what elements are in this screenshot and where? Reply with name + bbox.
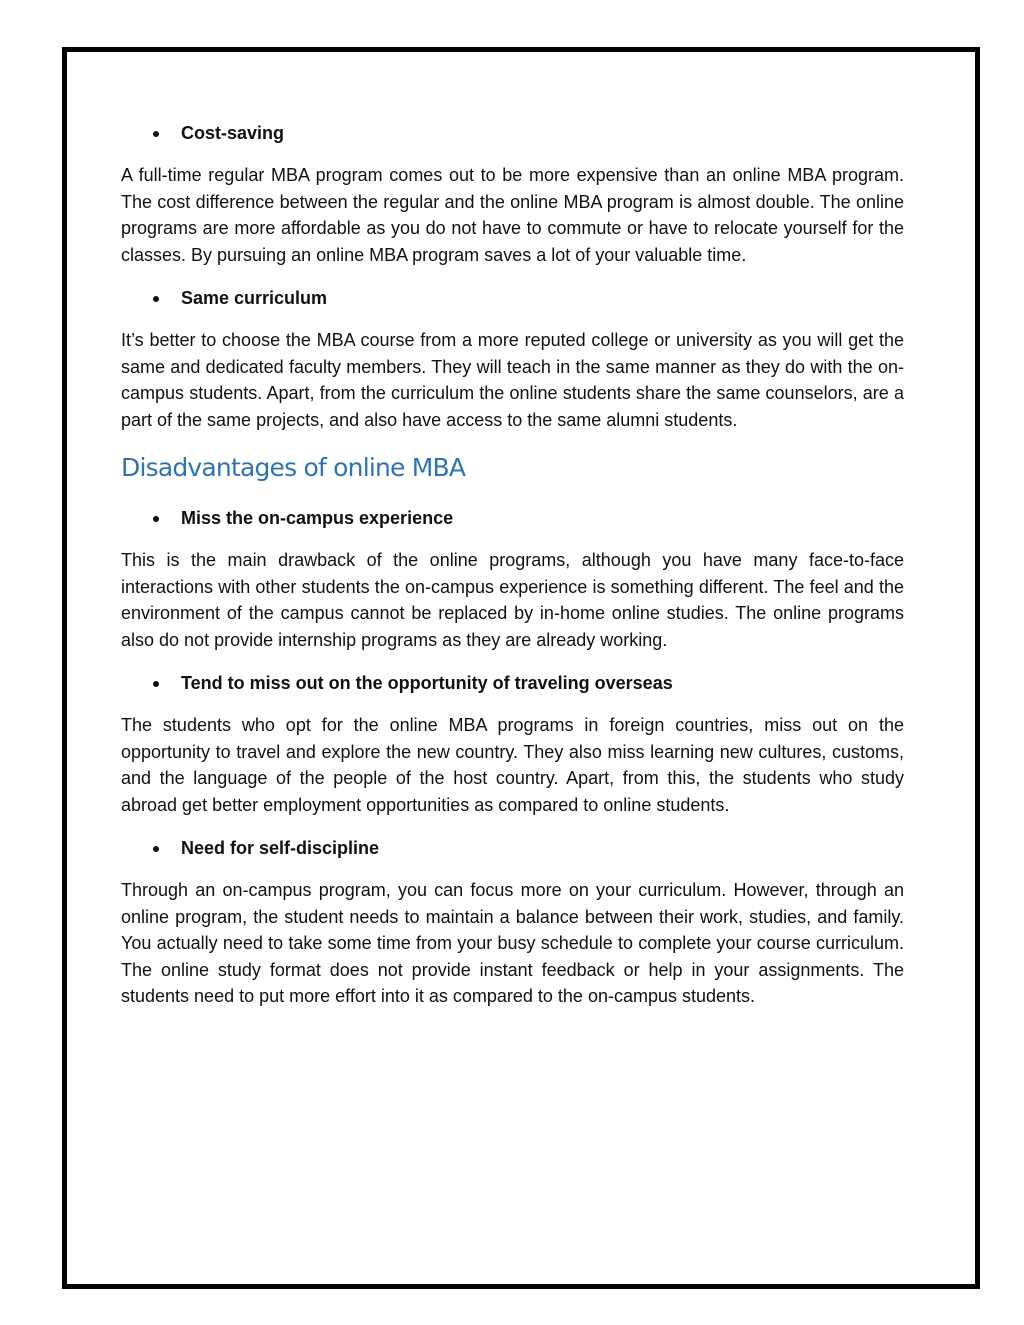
paragraph-miss-on-campus: This is the main drawback of the online programs, although you have many face-to-face interactions with other students the on-campus experience is something different. The feel and the environment of the campus cannot be replaced by in-home online studies. The online programs also do not provide internship programs as they are already working. bbox=[121, 550, 904, 650]
bullet-dot-icon bbox=[153, 131, 159, 137]
bullet-same-curriculum bbox=[121, 285, 904, 311]
bullet-miss-on-campus bbox=[121, 505, 904, 531]
bullet-dot-icon bbox=[153, 516, 159, 522]
bullet-traveling-overseas bbox=[121, 670, 904, 696]
bullet-dot-icon bbox=[153, 681, 159, 687]
document-content bbox=[121, 120, 904, 1027]
bullet-heading: Need for self-discipline bbox=[181, 838, 380, 858]
paragraph-traveling-overseas: The students who opt for the online MBA programs in foreign countries, miss out on the opportunity to travel and explore the new country. They also miss learning new cultures, customs, and the language of the people of the host country. Apart, from this, the students who study abroad get better employment opportunities as compared to online students. bbox=[121, 715, 904, 815]
paragraph-self-discipline: Through an on-campus program, you can focus more on your curriculum. However, through an online program, the student needs to maintain a balance between their work, studies, and family. You actually need to take some time from your busy schedule to complete your course curriculum. The online study format does not provide instant feedback or help in your assignments. The students need to put more effort into it as compared to the on-campus students. bbox=[121, 880, 904, 1006]
bullet-heading: Miss the on-campus experience bbox=[181, 508, 454, 528]
paragraph-cost-saving: A full-time regular MBA program comes out to be more expensive than an online MBA program. The cost difference between the regular and the online MBA program is almost double. The online programs are more affordable as you do not have to commute or have to relocate yourself for the classes. By pursuing an online MBA program saves a lot of your valuable time. bbox=[121, 165, 904, 265]
bullet-heading: Cost-saving bbox=[181, 123, 285, 143]
bullet-cost-saving bbox=[121, 120, 904, 146]
section-heading: Disadvantages of online MBA bbox=[121, 453, 466, 482]
bullet-heading: Tend to miss out on the opportunity of traveling overseas bbox=[181, 673, 673, 693]
bullet-heading: Same curriculum bbox=[181, 288, 328, 308]
bullet-self-discipline bbox=[121, 835, 904, 861]
paragraph-same-curriculum: It’s better to choose the MBA course from a more reputed college or university as you will get the same and dedicated faculty members. They will teach in the same manner as they do with the on-campus students. Apart, from the curriculum the online students share the same counselors, are a part of the same projects, and also have access to the same alumni students. bbox=[121, 330, 904, 430]
bullet-dot-icon bbox=[153, 846, 159, 852]
bullet-dot-icon bbox=[153, 296, 159, 302]
